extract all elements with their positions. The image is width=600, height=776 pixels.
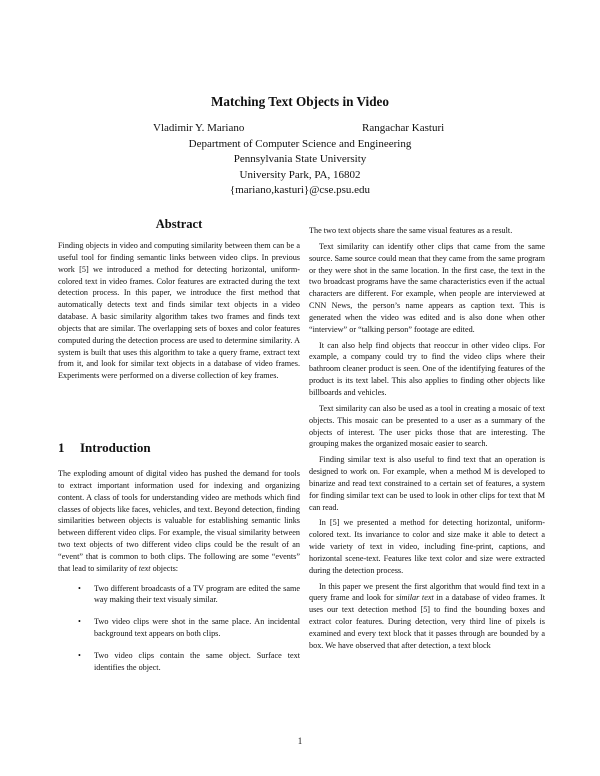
abstract-heading: Abstract xyxy=(155,217,203,231)
right-column xyxy=(309,225,545,652)
bullet-icon: • xyxy=(78,583,81,593)
introduction-body xyxy=(58,468,300,684)
paragraph: Text similarity can also be used as a tool in creating a mosaic of text objects. This mosaic can be presented to a user as a summary of the objects of interest. The user picks those that are interesting. The grouping makes the organized mosaic easier to search. xyxy=(309,403,545,449)
affiliation-block xyxy=(0,137,600,198)
affiliation-department: Department of Computer Science and Engineering xyxy=(188,138,412,150)
paragraph: Text similarity can identify other clips that came from the same source. Same source could mean that they came from the same program or they were shot in the same location. In the first case, the text in the two broadcast programs have the same characteristics even if the actual characters are different. For example, when people are interviewed at CNN News, the person’s name appears as caption text. This is generated when the video was edited and is also done when other “interview” or “talking person” footage are edited. xyxy=(309,241,545,334)
intro-paragraph: The exploding amount of digital video has pushed the demand for tools to extract important information used for indexing and organizing content. A class of tools for understanding video are methods which find classes of objects like faces, vehicles, and text. Beyond detection, finding similarities between objects is valuable for establishing semantic links between different video clips. For example, the visual similarity between two text objects of two different video clips could be the result of an “event” that is common to both clips. The following are some “events” that lead to similarity of text objects: xyxy=(58,469,300,573)
paragraph: In [5] we presented a method for detecting horizontal, uniform-colored text. Its invariance to color and size make it able to detect a wide variety of text in video, including fine-print, captions, and horizontal scene-text. Features like text color and size were extracted during the detection process. xyxy=(309,518,545,575)
paragraph: Finding similar text is also useful to find text that an operation is designed to work on. For example, when a method M is developed to binarize and read text constrained to a certain set of features, a system for finding similar text can be used to look in other clips for text that M can read. xyxy=(309,455,545,512)
abstract-text: Finding objects in video and computing similarity between them can be a useful tool for finding semantic links between video clips. In previous work [5] we introduced a method for detecting horizontal, uniform-colored text in video frames. Color features are extracted during the text detection process. In this paper, we introduce the first method that automatically detects text and finds similar text objects in a video database. A basic similarity algorithm takes two frames and finds text objects that are similar. The overlapping sets of boxes and color features computed during the detection process are used to determine similarity. A system is built that uses this algorithm to take a query frame, extract text from it, and look for similar text objects in a database of video frames. Experiments were performed on a diverse collection of key frames. xyxy=(58,241,300,381)
affiliation-university: Pennsylvania State University xyxy=(233,153,367,166)
page-number: 1 xyxy=(297,736,303,746)
affiliation-email: {mariano,kasturi}@cse.psu.edu xyxy=(229,183,371,196)
list-item: • Two different broadcasts of a TV program are edited the same way making their text visualy similar. xyxy=(78,583,300,605)
paragraph: In this paper we present the first algorithm that would find text in a query frame and look for similar text in a database of video frames. It uses our text detection method [5] to find the bounding boxes and extract color features. During detection, very third line of pixels is examined and every text block that it passes through are bounded by a box. We have observed that after detection, a text block xyxy=(309,581,545,650)
section-number: 1 xyxy=(58,440,65,455)
author-line xyxy=(0,122,600,138)
paragraph: It can also help find objects that reoccur in other video clips. For example, a company could try to find the video clips where their bathroom cleaner product is seen. One of the identifying features of the product is its text label. This also applies to finding other objects like billboards and vehicles. xyxy=(309,340,545,397)
abstract-body xyxy=(58,240,300,382)
section-title: Introduction xyxy=(80,440,151,455)
list-item: • Two video clips contain the same object. Surface text identifies the object. xyxy=(78,650,300,672)
paragraph: The two text objects share the same visual features as a result. xyxy=(309,226,513,235)
bullet-icon: • xyxy=(78,617,81,627)
paper-title: Matching Text Objects in Video xyxy=(210,94,390,109)
affiliation-address: University Park, PA, 16802 xyxy=(239,168,361,181)
bullet-icon: • xyxy=(78,650,81,660)
event-list xyxy=(58,583,300,674)
section-heading-introduction xyxy=(58,440,151,456)
author-2: Rangachar Kasturi xyxy=(362,122,445,134)
list-item: • Two video clips were shot in the same place. An incidental background text appears on both clips. xyxy=(78,617,300,639)
author-1: Vladimir Y. Mariano xyxy=(153,122,245,134)
